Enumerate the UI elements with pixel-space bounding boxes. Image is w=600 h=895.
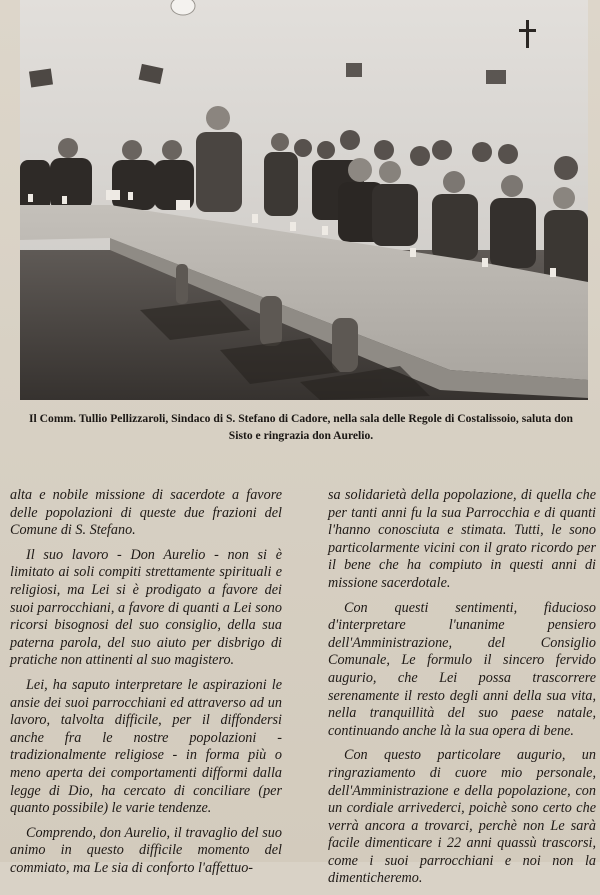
paragraph: Con questi sentimenti, fiducioso d'interpretare l'unanime pensiero dell'Amministrazione, del Consiglio Comunale, Le formulo il sincero fervido augurio, che Lei possa trascorrere serenamente il resto degli anni della sua vita, nella tranquillità del suo paese natale, continuando anche là la sua opera di bene.	[328, 599, 596, 739]
paragraph: alta e nobile missione di sacerdote a favore delle popolazioni di queste due frazioni del Comune di S. Stefano.	[10, 487, 282, 539]
paragraph: Con questo particolare augurio, un ringraziamento di cuore mio personale, dell'Amministrazione e della popolazione, con un cordiale arrivederci, poichè sono certo che verrà ancora a trovarci, perchè non Le sarà facile dimenticare i 22 anni quassù trascorsi, come i suoi parrocchiani e noi non la dimenticheremo.	[328, 747, 596, 887]
article-column-left	[10, 487, 282, 884]
paragraph: sa solidarietà della popolazione, di quella che per tanti anni fu la sua Parrocchia e di quanti l'hanno conosciuta e stimata. Tutti, le sono particolarmente vicini con il grato ricordo per il bene che ha compiuto in questi anni di missione sacerdotale.	[328, 487, 596, 591]
photo-illustration	[20, 0, 588, 400]
paragraph: Il suo lavoro - Don Aurelio - non si è limitato ai soli compiti strettamente spirituali e religiosi, ma Lei si è prodigato a favore dei suoi parrocchiani, a favore di quanti a Lei sono ricorsi bisognosi del suo consiglio, della sua paterna parola, del suo aiuto per disbrigo di pratiche non attinenti al suo magistero.	[10, 546, 282, 669]
photo-caption: Il Comm. Tullio Pellizzaroli, Sindaco di S. Stefano di Cadore, nella sala delle Regole di Costalissoio, saluta don Sisto e ringrazia don Aurelio.	[29, 412, 573, 442]
paragraph: Lei, ha saputo interpretare le aspirazioni le ansie dei suoi parrocchiani ed attraverso ad un lavoro, talvolta difficile, per il diffondersi anche fra le nostre popolazioni - tradizionalmente religiose - in forma più o meno aperta dei comportamenti difformi dalla legge di Dio, ha cercato di conciliare (per quanto possibile) le varie tendenze.	[10, 676, 282, 817]
paragraph: Comprendo, don Aurelio, il travaglio del suo animo in questo difficile momento del commiato, ma Le sia di conforto l'affettuo-	[10, 824, 282, 876]
article-column-right	[328, 487, 596, 895]
group-photo	[20, 0, 588, 400]
